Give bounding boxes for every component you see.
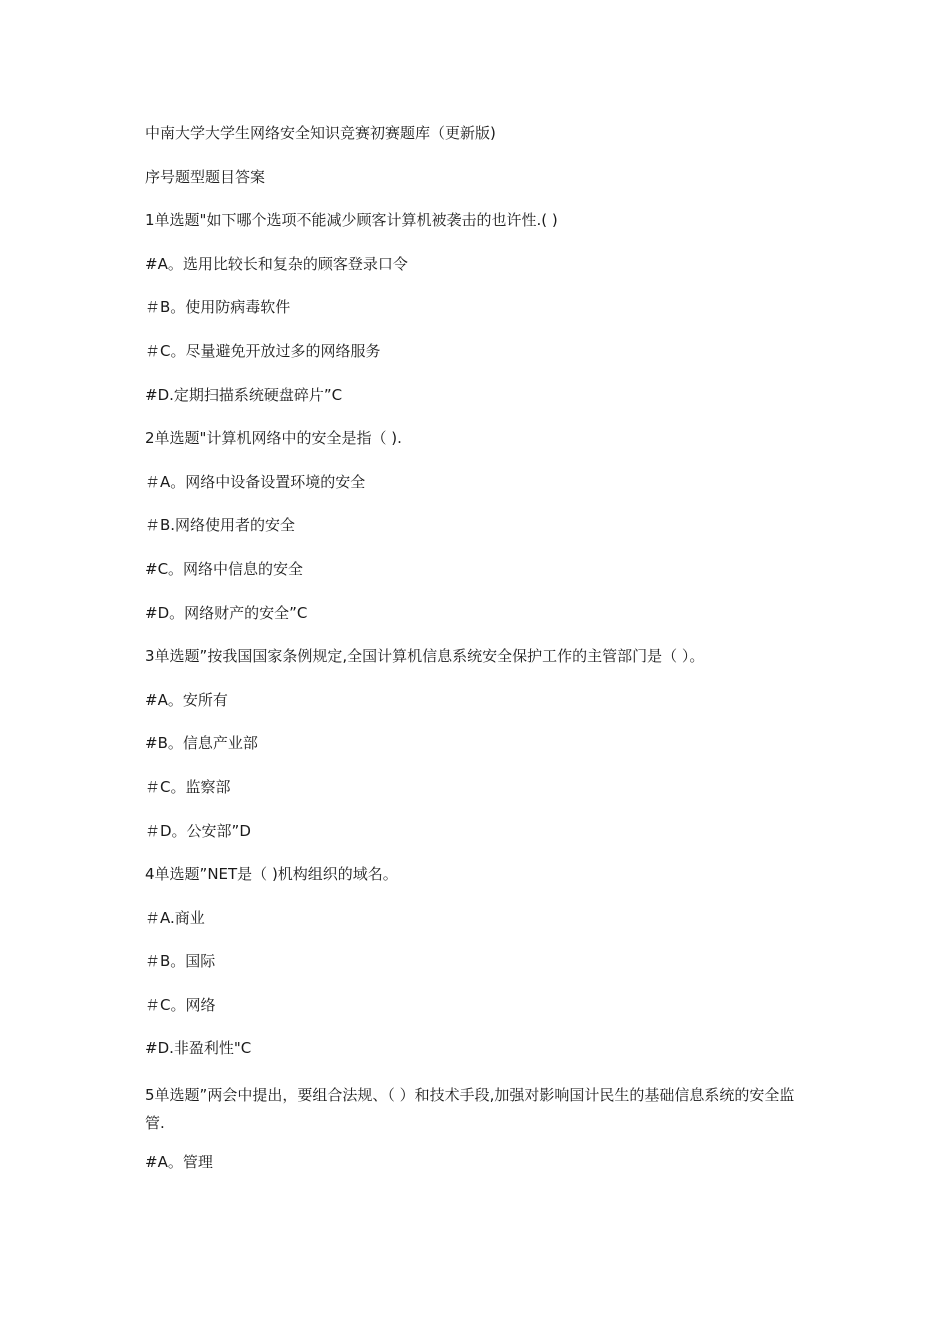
option-3a: #A。安所有 bbox=[145, 690, 228, 709]
question-1: 1单选题"如下哪个选项不能减少顾客计算机被袭击的也许性.( ) bbox=[145, 211, 558, 230]
document-title: 中南大学大学生网络安全知识竞赛初赛题库（更新版) bbox=[145, 124, 496, 142]
question-4: 4单选题”NET是（ )机构组织的域名。 bbox=[145, 865, 398, 884]
option-1a: #A。选用比较长和复杂的顾客登录口令 bbox=[145, 254, 408, 273]
option-1b: ＃B。使用防病毒软件 bbox=[145, 298, 291, 317]
option-3c: ＃C。监察部 bbox=[145, 777, 231, 796]
document-body bbox=[145, 122, 810, 1195]
option-4d: #D.非盈利性"C bbox=[145, 1039, 252, 1058]
option-2c: #C。网络中信息的安全 bbox=[145, 559, 304, 578]
table-header: 序号题型题目答案 bbox=[145, 167, 266, 186]
option-2a: ＃A。网络中设备设置环境的安全 bbox=[145, 472, 366, 491]
option-1d: #D.定期扫描系统硬盘碎片”C bbox=[145, 385, 343, 404]
option-4c: ＃C。网络 bbox=[145, 995, 216, 1014]
option-4a: ＃A.商业 bbox=[145, 908, 205, 927]
option-2d: #D。网络财产的安全”C bbox=[145, 603, 308, 622]
option-2b: ＃B.网络使用者的安全 bbox=[145, 516, 296, 535]
question-2: 2单选题"计算机网络中的安全是指（ ). bbox=[145, 429, 402, 448]
question-3: 3单选题”按我国国家条例规定,全国计算机信息系统安全保护工作的主管部门是（ ）。 bbox=[145, 647, 705, 666]
option-3d: ＃D。公安部”D bbox=[145, 821, 251, 840]
option-1c: ＃C。尽量避免开放过多的网络服务 bbox=[145, 341, 381, 360]
option-3b: #B。信息产业部 bbox=[145, 734, 258, 753]
question-5: 5单选题”两会中提出，要组合法规、（ ）和技术手段,加强对影响国计民生的基础信息系统的安全监管. bbox=[145, 1086, 795, 1133]
option-5a: #A。管理 bbox=[145, 1153, 213, 1172]
option-4b: ＃B。国际 bbox=[145, 952, 216, 971]
